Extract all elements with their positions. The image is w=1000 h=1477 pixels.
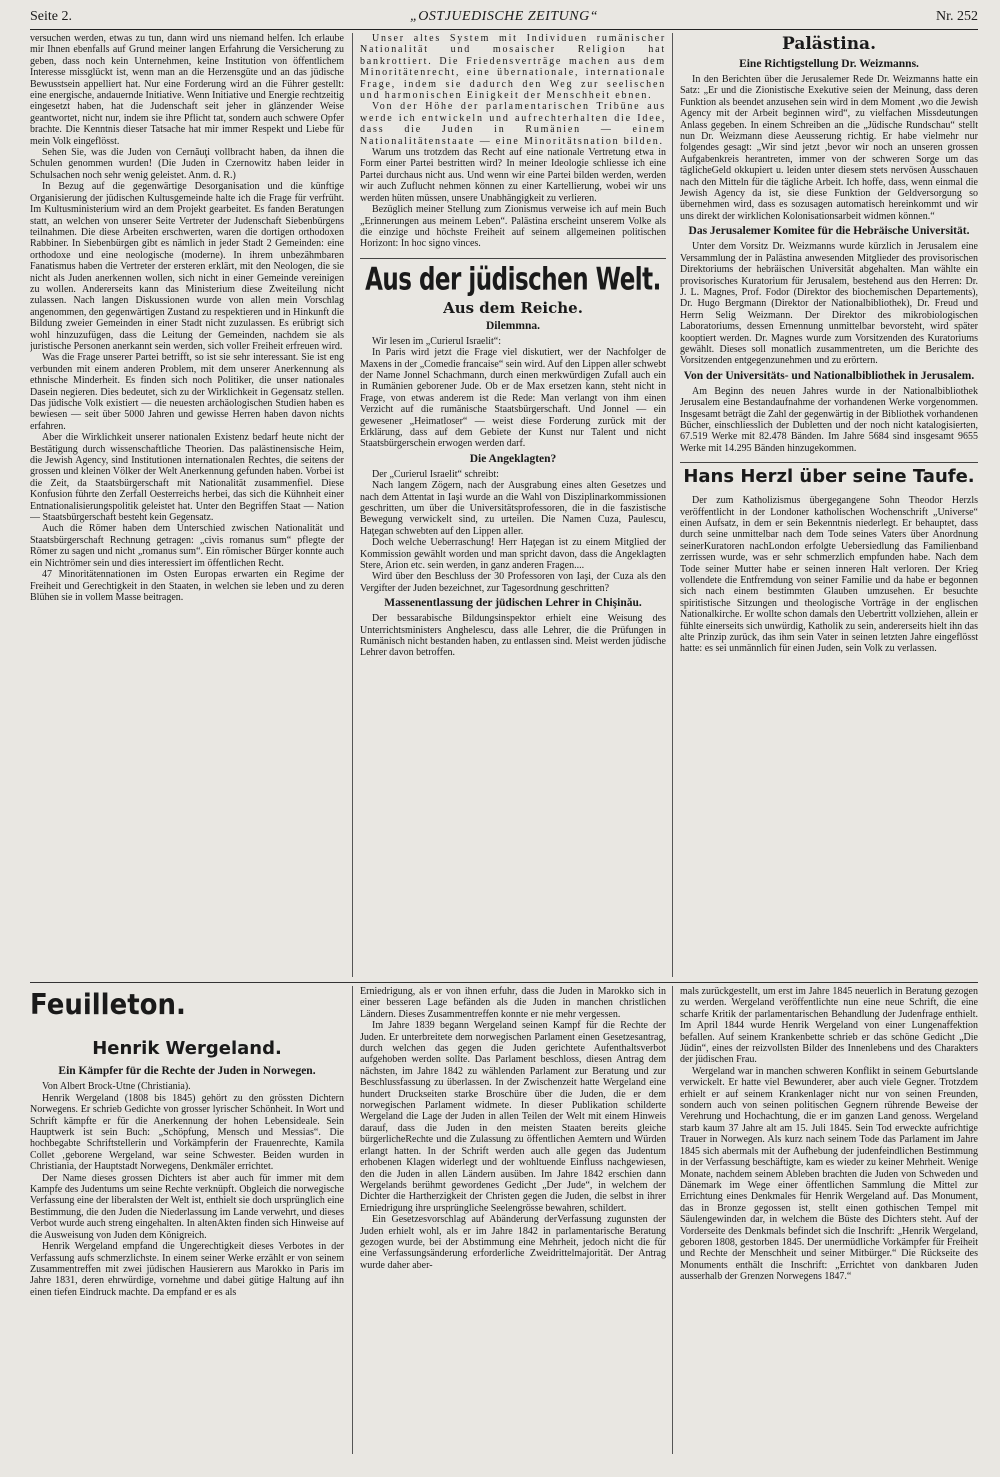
paragraph: Henrik Wergeland (1808 bis 1845) gehört zu den grössten Dichtern Norwegens. Er schrieb Gedichte von grosser lyrischer Schönheit. In Wort und Schrift kämpfte er für die Anerkennung der hohen Lebensideale. Sein Hauptwerk ist sein Buch: „Schöpfung, Mensch und Messias“. Die hochbegabte Schriftstellerin und Vorkämpferin der Frauenrechte, Kamila Collet ‚geborene Wergeland, war seine Schwester. Beiden wurden in Christiania, der Hauptstadt Norwegens, Denkmäler errichtet. (30, 1092, 344, 1173)
page-label: Seite 2. (30, 9, 72, 24)
feuilleton-subtitle: Ein Kämpfer für die Rechte der Juden in Norwegen. (58, 1065, 316, 1078)
section-rule (360, 258, 666, 259)
article-heading: Eine Richtigstellung Dr. Weizmanns. (739, 58, 919, 70)
paragraph: Der Name dieses grossen Dichters ist aber auch für immer mit dem Kampfe des Judentums um seine Rechte verknüpft. Obgleich die norwegische Verfassung eine der liberalsten der Welt ist, enthielt sie doch ursprünglich eine Bestimmung, die den Juden die Niederlassung im Lande verwehrt, und dieses Verbot wurde auch streng eingehalten. In altenAkten finden sich Hinweise auf die Ausweisung von Juden dem Königreich. (30, 1172, 344, 1241)
feuilleton-column-3 (680, 986, 978, 1454)
issue-number: Nr. 252 (936, 9, 978, 24)
section-heading-palestine: Palästina. (782, 34, 876, 54)
paragraph: Der bessarabische Bildungsinspektor erhielt eine Weisung des Unterrichtsministers Anghelescu, dass alle Lehrer, die die Prüfungen in Rumänisch nicht bestanden haben, zu entlassen sind. Meist werden jüdische Lehrer davon betroffen. (360, 613, 666, 659)
column-divider (352, 986, 353, 1454)
feuilleton-heading: Feuilleton. (30, 988, 186, 1022)
paragraph: Der „Curierul Israelit“ schreibt: (372, 468, 499, 480)
paragraph: Von der Höhe der parlamentarischen Tribüne aus werde ich entwickeln und aufrechterhalten die Idee, dass die Juden in Rumänien — einem Nationalitätenstaate — eine Minoritätsnation bilden. (360, 101, 666, 147)
article-heading: Von der Universitäts- und Nationalbibliothek in Jerusalem. (683, 369, 975, 382)
column-2 (360, 33, 666, 977)
paragraph: versuchen werden, etwas zu tun, dann wird uns niemand helfen. Ich erlaube mir Ihnen ebenfalls auf Grund meiner langen Erfahrung die Versicherung zu geben, dass noch kein Unternehmen, keine Institution von öffentlichem Interesse missglückt ist, wenn man an die Herzensgüte und an das jüdische Bewusstsein appelliert hat. Nur eine Forderung wird an die Führer gestellt: eine energische, andauernde Initiative. Wenn Initiative und Energie rechtzeitig eingesetzt haben, hat die Judenschaft seit jeher in glänzender Weise geantwortet, nicht nur, indem sie ihre Pflicht tat, sondern auch schwere Opfer brachte. Die Kenntnis dieser Tatsache hat mir immer Respekt und Liebe für mein Volk eingeflösst. (30, 33, 344, 147)
paragraph: Sehen Sie, was die Juden von Cernăuţi vollbracht haben, da ihnen die Schulen genommen wurden! (Die Juden in Czernowitz haben leider in Schulsachen noch sehr wenig geleistet. Anm. d. R.) (30, 147, 344, 181)
paragraph: Unter dem Vorsitz Dr. Weizmanns wurde kürzlich in Jerusalem eine Versammlung der in Palästina anwesenden Mitglieder des provisorischen Direktoriums der hebräischen Universität abgehalten. Man wählte ein provisorisches Kuratorium für Jerusalem, bestehend aus den Herren: Dr. J. L. Magnes, Prof. Fodor (Direktor des biochemischen Departements), Dr. Hugo Bergmann (Direktor der Nationalbibliothek), Dr. Freud und Herrn Selig Weizmann. Der Direktor des mikrobiologischen Laboratoriums, dessen Ernennung unmittelbar bevorsteht, wird später kooptiert werden. Dr. Magnes wurde zum Vorsitzenden des Kuratoriums gewählt. Dieses soll monatlich zusammentreten, um die Berichte des Vorsitzenden entgegenzunehmen und zu erörtern. (680, 241, 978, 367)
paragraph: Im Jahre 1839 begann Wergeland seinen Kampf für die Rechte der Juden. Er unterbreitete dem norwegischen Parlament einen Gesetzesantrag, durch welchen das gegen die Juden gerichtete Aufenthaltsverbot aufgehoben werden sollte. Das Parlament beschloss, diesen Antrag dem nächsten, im Jahre 1842 zu wählenden Parlament zur Beratung und zur Beschlussfassung zu überlassen. In der Zwischenzeit hatte Wergeland eine hundert Druckseiten starke Broschüre über die Juden, die er dem norwegischen Parlament widmete. In dieser Publikation schilderte Wergeland die Lage der Juden in allen Teilen der Welt mit einem Hinweis darauf, dass die Juden in den meisten Staaten bereits gleiche bürgerlicheRechte und die Zulassung zu öffentlichen Aemtern und Würden erlangt hatten. In der Schrift werden auch alle gegen das Judentum erhobenen Klagen widerlegt und der wohltuende Einfluss nachgewiesen, den die Juden in allen Ländern ausüben. Im Jahre 1842 erschien dann Wergelands berühmt gewordenes Gedicht „Der Jude“, in welchem der Dichter die Hartherzigkeit der Christen gegen die Juden, die selbst in ihrer Erniedrigung ihre ursprüngliche Seelengrösse bewahren, schildert. (360, 1020, 666, 1214)
paragraph: Nach langem Zögern, nach der Ausgrabung eines alten Gesetzes und nach dem Attentat in Iaşi wurde an die Wahl von Disziplinarkommissionen geschritten, um über die Universitätsprofessoren, die in die faszistische Bewegung verwickelt sind, zu urteilen. Die Namen Cuza, Paulescu, Haţegan schwebten auf den Lippen aller. (360, 480, 666, 537)
paragraph: In den Berichten über die Jerusalemer Rede Dr. Weizmanns hatte ein Satz: „Er und die Zionistische Exekutive seien der Meinung, dass deren Funktion als beendet anzusehen sein wird in dem Moment ‚wo die Jewish Agency mit der Arbeit beginnen wird“, zu vielfachen Missdeutungen Anlass gegeben. In einem Schreiben an die „Jüdische Rundschau“ stellt nun Dr. Weizmann diese Aeusserung richtig. Er habe vielmehr nur folgendes gesagt: „Wir sind jetzt ‚bevor wir noch an unseren grossen Aufgabenkreis herantreten, immer von der schweren Sorge um das täglicheGeld okkupiert u. leiden unter diesem stets nervösen Ausschauen nach den Mitteln für die tägliche Arbeit. Ich hoffe, dass, wenn einmal die Jewish Agency da ist, sie diese Funktion der Geldversorgung so übernehmen wird, dass es sozusagen automatisch hereinkommt und wir uns direkt der wirklichen Kolonisationsarbeit widmen können.“ (680, 74, 978, 222)
paragraph: Wird über den Beschluss der 30 Professoren von Iaşi, der Cuza als den Vergifter der Juden bezeichnet, zur Tagesordnung geschritten? (360, 571, 666, 594)
feuilleton-column-2 (360, 986, 666, 1454)
feuilleton-rule (30, 982, 978, 983)
column-divider (672, 33, 673, 977)
paragraph: Bezüglich meiner Stellung zum Zionismus verweise ich auf mein Buch „Erinnerungen aus meinem Leben“. Palästina erscheint unserem Volke als die einzige und höchste Freiheit auf seinem allgemeinen politischen Horizont: In hoc signo vinces. (360, 204, 666, 250)
paragraph: Was die Frage unserer Partei betrifft, so ist sie sehr interessant. Sie ist eng verbunden mit einem anderen Problem, mit dem unserer Anerkennung als ethnische Minderheit. Es finden sich noch Politiker, die unser nationales Dasein negieren. Dies bedeutet, sich zu der Wirklichkeit in Gegensatz stellen. Das jüdische Volk existiert — die neuesten archäologischen Studien haben es bewiesen — seit über 5000 Jahren und gewisse Herren haben davon nichts erfahren. (30, 352, 344, 432)
column-divider (672, 986, 673, 1454)
newspaper-title: „OSTJUEDISCHE ZEITUNG“ (410, 9, 598, 24)
paragraph: mals zurückgestellt, um erst im Jahre 1845 neuerlich in Beratung gezogen zu werden. Wergeland veröffentlichte nun eine neue Schrift, die eine scharfe Kritik der parlamentarischen Behandlung der Judenfrage enthielt. Im April 1844 wurde Henrik Wergeland von einer Lungenaffektion befallen. Auf seinem Krankenbette schrieb er das schöne Gedicht „Die Jüdin“, eines der reizvollsten Bilder des Innenlebens und des Charakters der jüdischen Frau. (680, 986, 978, 1066)
article-heading: Massenentlassung der jüdischen Lehrer in Chişinău. (384, 597, 642, 610)
paragraph: Aber die Wirklichkeit unserer nationalen Existenz bedarf heute nicht der Bestätigung durch wissenschaftliche Theorien. Das palästinensische Heim, die Jewish Agency, sind Institutionen internationalen Rechtes, die seitens der grossen und kleinen Völker der Welt Anerkennung gefunden haben. Vorbei ist die Zeit, da Staatsbürgerschaft mit Nationalität zusammenfiel. Diese Konfusion führte den Zerfall Oesterreichs herbei, das sich die Kühnheit einer Entnationalisierungspolitik geleistet hat. Unter den Begriffen Staat — Nation — Staatsbürgerschaft besteht kein Gegensatz. (30, 432, 344, 524)
paragraph: In Bezug auf die gegenwärtige Desorganisation und die künftige Organisierung der jüdischen Kultusgemeinde halte ich die Frage für verfrüht. Im Kultusministerium wird an dem Projekt gearbeitet. Es fanden Beratungen statt, an welchen von unserer Seite Vertreter der Judenschaft Siebenbürgens teilnahmen. Die diese Arbeiten erschwerten, waren die dortigen orthodoxen Rabbiner. In Siebenbürgen gibt es nämlich in jeder Stadt 2 Gemeinden: eine orthodoxe und eine neologische (moderne). In ihrem unbezähmbaren Fanatismus haben die Vertreter der ersteren erklärt, mit den Neologen, die sie nicht als Juden anerkennen wollen, sich nicht in einer Gemeinde vereinigen zu wollen. Andererseits kann das Ministerium diese Zweiteilung nicht zulassen. Nach langen Diskussionen wurde von allen mein Vorschlag angenommen, den gegenwärtigen Zustand zu respektieren und in Hinkunft die Bildung zweier Gemeinden in einer Stadt nicht zuzulassen. Es erübrigt sich wohl hinzuzufügen, dass die Leitung der Gemeinden, nachdem sie als juristische Personen anerkannt sein werden, sich voller Freiheit erfreuen wird. (30, 181, 344, 352)
paragraph: Henrik Wergeland empfand die Ungerechtigkeit dieses Verbotes in der Verfassung aufs schmerzlichste. In einem seiner Werke erzählt er von seinem Zusammentreffen mit zwei jüdischen Hausierern aus Marokko in Paris im Jahre 1831, deren ehrwürdige, vornehme und dabei gütige Haltung auf ihn einen tiefen Eindruck machte. Da empfand er es als (30, 1241, 344, 1298)
paragraph: Wergeland war in manchen schweren Konflikt in seinem Geburtslande verwickelt. Er hatte viel Bewunderer, aber auch viele Gegner. Trotzdem erhielt er auf seinem Krankenlager nicht nur von seinen Freunden, sondern auch von seinen politischen Gegnern rührende Beweise der Verehrung und Hochachtung, die er im ganzen Land genoss. Wergeland starb kaum 37 Jahre alt am 15. Juli 1845. Sein Tod erweckte aufrichtige Trauer in Norwegen. Als kurz nach seinem Tode das Parlament im Jahre 1845 sich abermals mit der Aufhebung der judenfeindlichen Bestimmung in der Verfassung beschäftigte, kam es wieder zu keiner Mehrheit. Wenige Monate, nachdem seinem Ableben brachten die Juden von Schweden und Dänemark im Wege einer öffentlichen Sammlung die Mittel zur Errichtung eines Denkmales für Henrik Wergeland auf. Das Monument, das in Bronze gegossen ist, stellt einen gothischen Tempel mit Säulengewinden dar, in welchem die Büste des Dichters steht. Auf der Vorderseite des Denkmals befindet sich die Inschrift: „Henrik Wergeland, geboren 1808, gestorben 1845. Der unermüdliche Vorkämpfer für Freiheit und Rechte der Menschheit und seiner Mitbürger.“ Die Rückseite des Monuments enthält die Inschrift: „Errichtet von dankbaren Juden ausserhalb der Grenzen Norwegens 1847.“ (680, 1065, 978, 1283)
column-3 (680, 33, 978, 977)
paragraph: Am Beginn des neuen Jahres wurde in der Nationalbibliothek Jerusalem eine Bestandaufnahme der vorhandenen Werke vorgenommen. Insgesamt beträgt die Zahl der gegenwärtig in der Bibliothek vorhandenen Bücher, einschliesslich der Dubletten und der noch nicht katalogisierten, 67.519 Werke mit 82.478 Bänden. Im Jahre 5684 sind insgesamt 9655 Werke mit 14.295 Bänden hinzugekommen. (680, 385, 978, 454)
feuilleton-byline: Von Albert Brock-Utne (Christiania). (42, 1081, 191, 1093)
page-header (30, 6, 978, 28)
paragraph: Doch welche Ueberraschung! Herr Haţegan ist zu einem Mitglied der Kommission gewählt worden und man spricht davon, dass die Angeklagten Stere, Arion etc. sein werden, in ganz anderen Fragen.... (360, 537, 666, 572)
herzl-heading: Hans Herzl über seine Taufe. (683, 466, 975, 488)
paragraph: Warum uns trotzdem das Recht auf eine nationale Vertretung etwa in Form einer Partei bestritten wird? In meiner Ideologie schliesse ich eine Partei durchaus nicht aus. Und wenn wir eine Partei bilden werden, werden wir auch Zuflucht nehmen können zu einer Kartellierung, wobei wir uns werden hüten müssen, unsere Unabhängigkeit zu verlieren. (360, 147, 666, 204)
paragraph: Der zum Katholizismus übergegangene Sohn Theodor Herzls veröffentlicht in der Londoner katholischen Wochenschrift „Universe“ einen Aufsatz, in dem er sein Bekenntnis niederlegt. Er behauptet, dass durch seine unmittelbar nach dem Tode seines Vaters über Anordnung seinerKuratoren nachLondon erfolgte Uebersiedlung das Familienband zerrissen wurde, was er sehr schmerzlich empfunden habe. Nach dem Tode seiner Mutter habe er seinen inneren Halt verloren. Der Krieg vollendete die Entfremdung von seiner Familie und da habe er begonnen sich nach einem bestimmten Glauben umzusehen. Er besuchte spiritistische Sitzungen und theologische Vorträge in der englischen Nationalkirche. Er wollte schon damals den Uebertritt vollziehen, allein er fühlte einerseits sich unwürdig, Katholik zu sein, andererseits hielt ihn das alte Prinzip zurück, das ihm sein Vater in seinen letzten Jahre eingeflösst hatte: es sei unmännlich für einen Juden, sein Volk zu verlassen. (680, 495, 978, 655)
paragraph: Unser altes System mit Individuen rumänischer Nationalität und mosaischer Religion hat bankrottiert. Die Friedensverträge machen aus dem Minoritätenrecht, eine übernationale, internationale Frage, indem sie dadurch den Weg zur seelischen und harmonischen Einigkeit der Menschheit ebnen. (360, 33, 666, 102)
column-1 (30, 33, 344, 977)
paragraph: Erniedrigung, als er von ihnen erfuhr, dass die Juden in Marokko sich in einer besseren Lage befänden als die Juden in manchen christlichen Ländern. Dieses Zusammentreffen konnte er nie mehr vergessen. (360, 986, 666, 1020)
paragraph: Auch die Römer haben dem Unterschied zwischen Nationalität und Staatsbürgerschaft Rechnung getragen: „civis romanus sum“ pflegte der Römer zu sagen und nicht „romanus sum“. Ein römischer Bürger konnte auch ein Nichtrömer sein und dies interessiert im öffentlichen Recht. (30, 523, 344, 569)
article-heading: Die Angeklagten? (469, 452, 557, 465)
paragraph: Wir lesen im „Curierul Israelit“: (372, 335, 501, 347)
feuilleton-column-1 (30, 986, 344, 1454)
column-divider (352, 33, 353, 977)
section-main-heading: Aus der jüdischen Welt. (365, 262, 661, 298)
article-heading: Das Jerusalemer Komitee für die Hebräische Universität. (688, 225, 970, 238)
article-heading: Dilemmna. (486, 319, 540, 332)
feuilleton-title: Henrik Wergeland. (92, 1038, 282, 1060)
paragraph: In Paris wird jetzt die Frage viel diskutiert, wer der Nachfolger de Maxens in der „Comedie francaise“ sein wird. Auf den Lippen aller schwebt der Name Jonnel Schachmann, durch einen merkwürdigen Zufall auch ein in Rumänien geborener Jude. Ob er de Max ersetzen kann, steht nicht in Frage, von etwas anderem ist die Rede: Man verlangt von ihm einen Verzicht auf die rumänische Staatsbürgerschaft. Und Jonnel — ein gewesener „Heimatloser“ — weist diese Forderung zurück mit der Erklärung, dass auf dem Gebiete der Kunst nur Talent und nicht Staatsbürgerschein erwogen werden darf. (360, 347, 666, 450)
section-subheading: Aus dem Reiche. (443, 298, 583, 317)
header-rule (30, 29, 978, 30)
paragraph: 47 Minoritätennationen im Osten Europas erwarten ein Regime der Freiheit und Gerechtigkeit in den Staaten, in welchen sie leben und zu deren Blühen sie in vollem Masse beitragen. (30, 569, 344, 603)
paragraph: Ein Gesetzesvorschlag auf Abänderung derVerfassung zugunsten der Juden erhielt wohl, als er im Jahre 1842 in parlamentarische Beratung gezogen wurde, bei der Abstimmung eine Mehrheit, jedoch nicht die für eine Verfassungsänderung erforderliche Zweidrittelmajorität. Der Antrag wurde daher aber- (360, 1214, 666, 1271)
section-rule (680, 462, 978, 463)
